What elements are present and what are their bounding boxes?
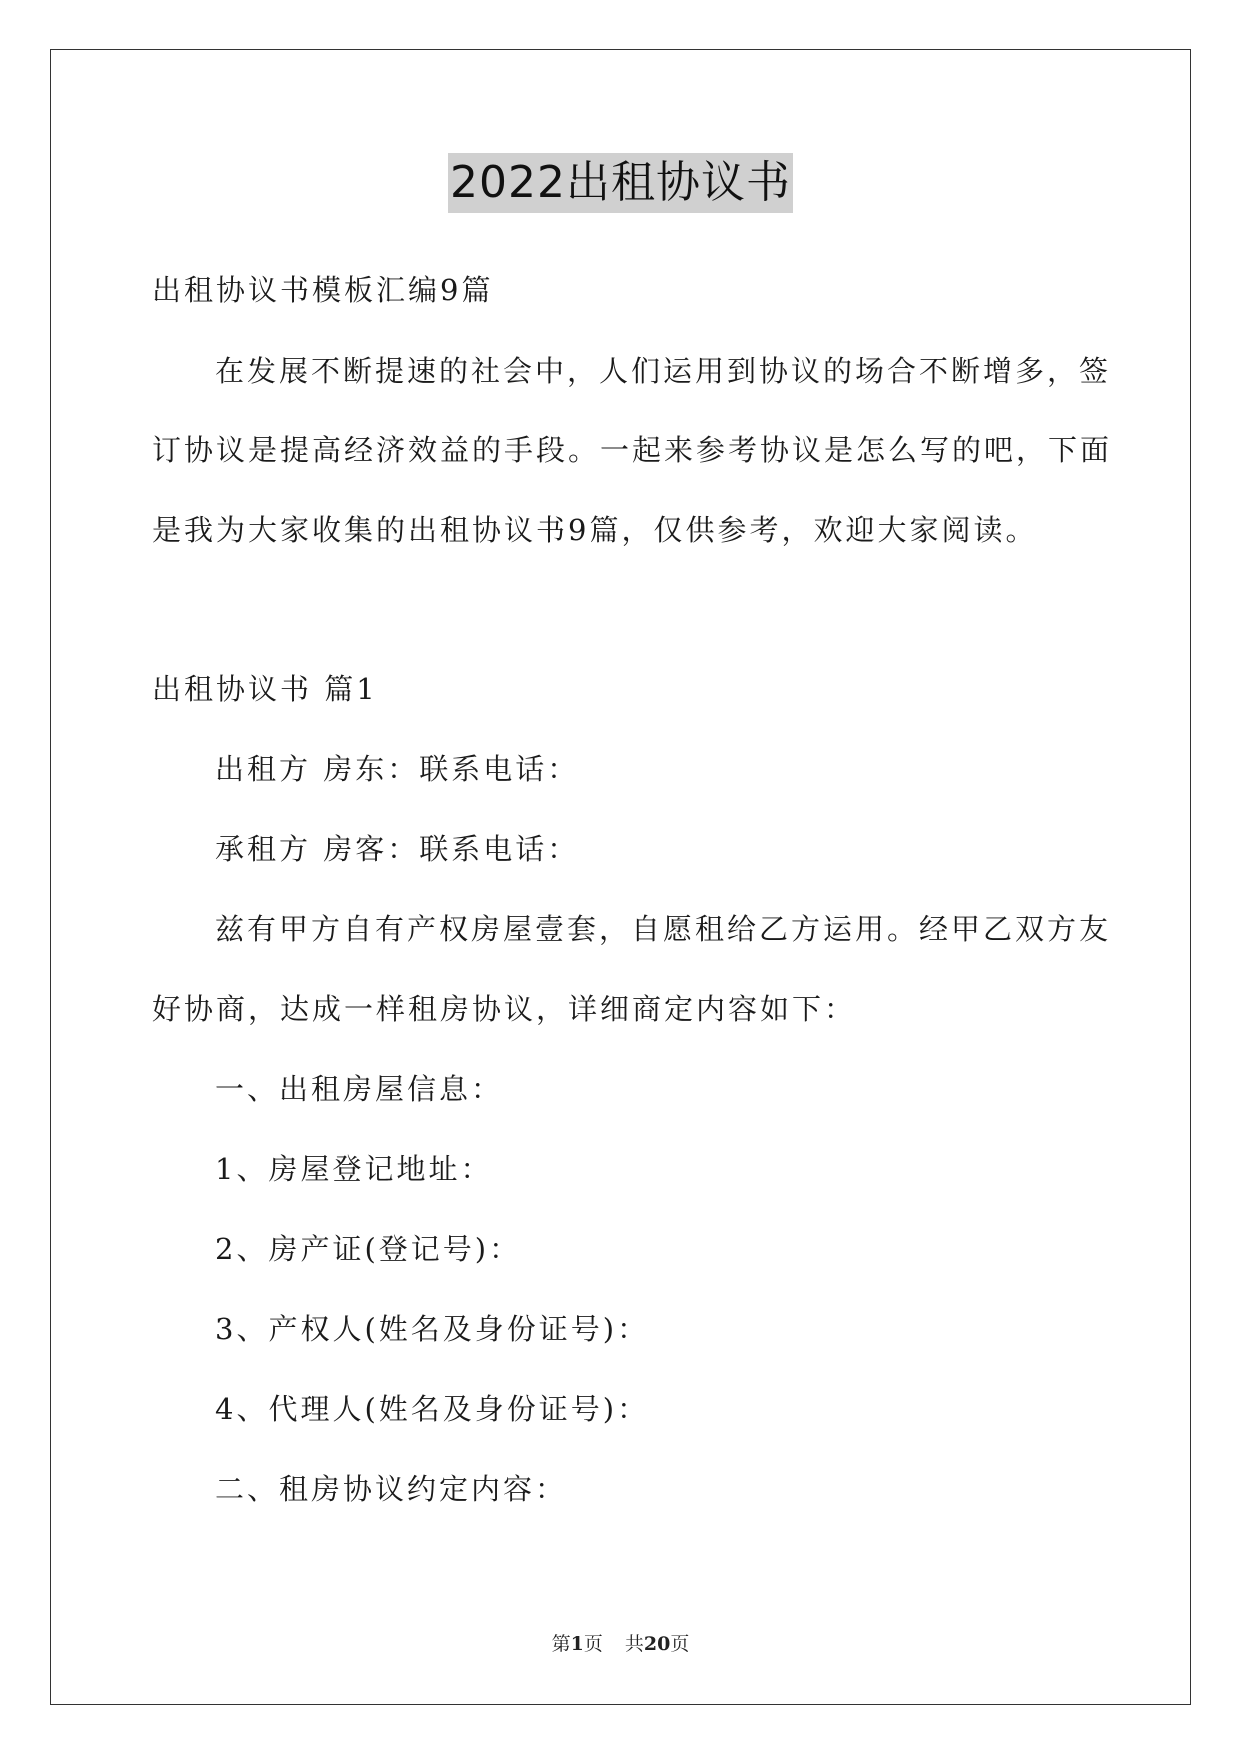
intro-line-2: 订协议是提高经济效益的手段。一起来参考协议是怎么写的吧，下面 — [152, 433, 1113, 467]
intro-line-3: 是我为大家收集的出租协议书9篇，仅供参考，欢迎大家阅读。 — [152, 513, 1038, 547]
item-owner: 3、产权人(姓名及身份证号)： — [215, 1312, 650, 1346]
part-one-heading: 一、出租房屋信息： — [215, 1072, 504, 1106]
document-title: 2022出租协议书 — [448, 153, 793, 213]
item-property-certificate: 2、房产证(登记号)： — [215, 1232, 522, 1266]
section-heading: 出租协议书 篇1 — [152, 672, 378, 706]
footer-page-total: 20 — [643, 1633, 671, 1655]
footer-page-unit: 页 — [583, 1633, 603, 1655]
page-footer — [0, 1632, 1241, 1656]
intro-line-1: 在发展不断提速的社会中，人们运用到协议的场合不断增多，签 — [215, 354, 1112, 388]
footer-total-prefix: 共 — [624, 1633, 644, 1655]
lessor-line: 出租方 房东：联系电话： — [215, 752, 580, 786]
footer-page-current: 1 — [570, 1633, 584, 1655]
part-two-heading: 二、租房协议约定内容： — [215, 1472, 568, 1506]
lessee-line: 承租方 房客：联系电话： — [215, 832, 580, 866]
footer-total-unit: 页 — [670, 1633, 690, 1655]
footer-page-prefix: 第 — [551, 1633, 571, 1655]
title-container — [0, 153, 1241, 213]
document-subtitle: 出租协议书模板汇编9篇 — [152, 273, 494, 307]
clause-line-2: 好协商，达成一样租房协议，详细商定内容如下： — [152, 992, 857, 1026]
item-registration-address: 1、房屋登记地址： — [215, 1152, 493, 1186]
clause-line-1: 兹有甲方自有产权房屋壹套，自愿租给乙方运用。经甲乙双方友 — [215, 912, 1112, 946]
item-agent: 4、代理人(姓名及身份证号)： — [215, 1392, 650, 1426]
